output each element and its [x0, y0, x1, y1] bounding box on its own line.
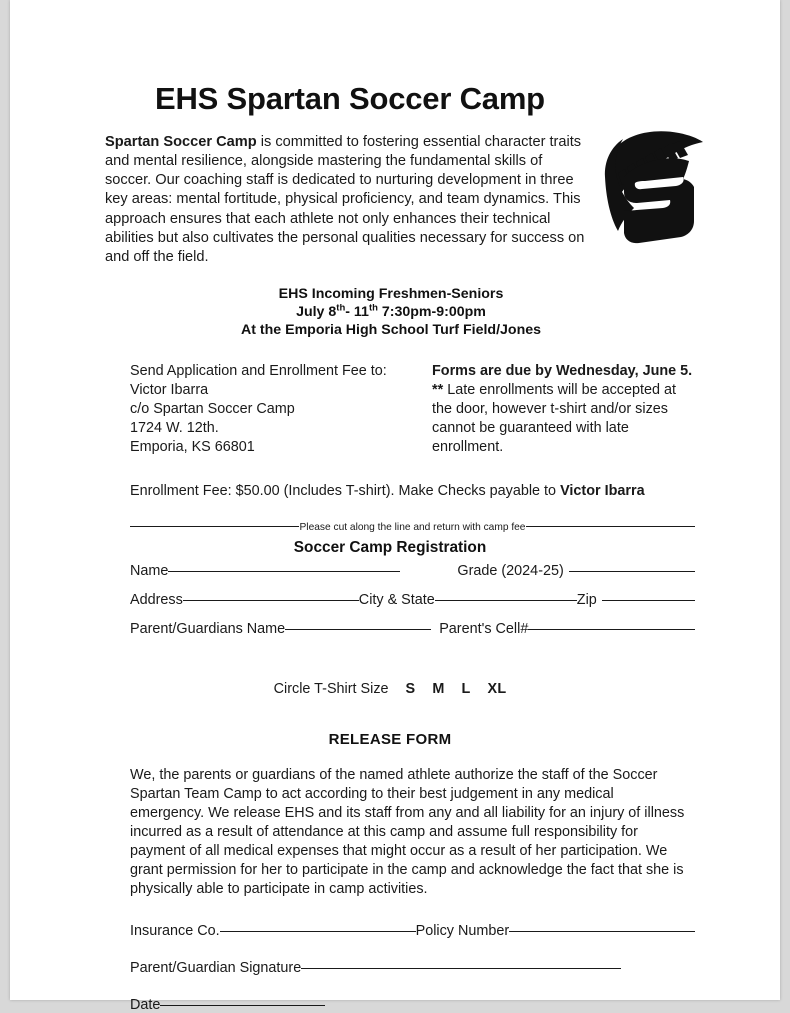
- input-insurance[interactable]: [220, 931, 416, 932]
- event-details: [105, 286, 695, 340]
- input-city-state[interactable]: [435, 600, 577, 601]
- label-city-state: City & State: [358, 592, 435, 609]
- cut-line: [105, 522, 695, 533]
- document-content: [105, 0, 695, 1013]
- label-parent-name: Parent/Guardians Name: [130, 621, 286, 638]
- registration-title: Soccer Camp Registration: [293, 539, 487, 557]
- mailing-address-block: [105, 362, 432, 458]
- label-grade: Grade (2024-25): [457, 563, 564, 580]
- deadline-asterisks: **: [432, 382, 444, 399]
- mailing-city-state-zip: Emporia, KS 66801: [130, 439, 255, 456]
- intro-paragraph: [105, 133, 587, 267]
- row-name-grade: [130, 563, 695, 579]
- input-parent-name[interactable]: [285, 629, 431, 630]
- label-signature: Parent/Guardian Signature: [130, 960, 302, 977]
- event-location: At the Emporia High School Turf Field/Jones: [240, 321, 542, 338]
- tshirt-size-row: [105, 681, 695, 697]
- label-policy-number: Policy Number: [415, 923, 510, 940]
- deadline-block: [432, 362, 695, 457]
- intro-body: is committed to fostering essential character traits and mental resilience, alongside mastering the fundamental skills of soccer. Our coaching staff is dedicated to nurturing development in three key areas: mental fortitude, physical proficiency, and team dynamics. This approach ensures that each athlete not only enhances their technical abilities but also cultivates the personal qualities necessary for success on and off the field.: [105, 134, 585, 265]
- size-option-m[interactable]: M: [432, 681, 445, 698]
- label-parent-cell: Parent's Cell#: [439, 621, 529, 638]
- label-name: Name: [130, 563, 169, 580]
- tshirt-label: Circle T-Shirt Size: [273, 681, 389, 698]
- input-policy-number[interactable]: [509, 931, 695, 932]
- label-insurance: Insurance Co.: [130, 923, 220, 940]
- row-insurance-policy: [130, 923, 695, 939]
- size-option-s[interactable]: S: [405, 681, 416, 698]
- fee-text: Enrollment Fee: $50.00 (Includes T-shirt). Make Checks payable to: [130, 483, 561, 500]
- cut-rule-left: [130, 526, 299, 527]
- row-date: [130, 997, 695, 1013]
- address-deadline-columns: [105, 362, 695, 458]
- intro-lead: Spartan Soccer Camp: [105, 134, 257, 151]
- deadline-note: Late enrollments will be accepted at the door, however t-shirt and/or sizes cannot be guaranteed with late enrollment.: [432, 382, 676, 455]
- enrollment-fee-line: [105, 483, 695, 499]
- deadline-due-date: Forms are due by Wednesday, June 5.: [432, 362, 693, 379]
- input-address[interactable]: [183, 600, 359, 601]
- tshirt-sizes: [389, 681, 507, 697]
- page-title: EHS Spartan Soccer Camp: [155, 81, 545, 116]
- cut-rule-right: [526, 526, 695, 527]
- row-signature: [130, 960, 695, 976]
- spartan-helmet-logo: [593, 125, 707, 247]
- registration-form: [105, 563, 695, 637]
- label-address: Address: [130, 592, 183, 609]
- intro-section: [105, 133, 695, 267]
- input-parent-cell[interactable]: [528, 629, 695, 630]
- input-date[interactable]: [160, 1005, 325, 1006]
- label-zip: Zip: [576, 592, 597, 609]
- input-signature[interactable]: [301, 968, 621, 969]
- event-datetime: July 8th- 11th 7:30pm-9:00pm: [296, 302, 486, 320]
- row-parent-name-cell: [130, 621, 695, 637]
- input-zip[interactable]: [602, 600, 695, 601]
- signature-form: [105, 923, 695, 1013]
- mailing-heading: Send Application and Enrollment Fee to:: [130, 362, 387, 379]
- mailing-name: Victor Ibarra: [130, 381, 209, 398]
- cut-line-label: Please cut along the line and return with camp fee: [299, 522, 526, 534]
- mailing-care-of: c/o Spartan Soccer Camp: [130, 400, 295, 417]
- mailing-street: 1724 W. 12th.: [130, 420, 219, 436]
- document-page: [10, 0, 780, 1013]
- fee-payee: Victor Ibarra: [560, 483, 645, 500]
- label-date: Date: [130, 997, 161, 1013]
- event-audience: EHS Incoming Freshmen-Seniors: [278, 285, 504, 302]
- release-form-body: We, the parents or guardians of the named athlete authorize the staff of the Soccer Spartan Team Camp to act according to their best judgement in any medical emergency. We release EHS and its staff from any and all liability for an injury of illness incurred as a result of attendance at this camp and assume full responsibility for payment of all medical expenses that might occur as a result of her participation. We grant permission for her to participate in the camp and acknowledge the fact that she is physically able to participate in camp activities.: [130, 767, 685, 898]
- size-option-xl[interactable]: XL: [487, 681, 507, 698]
- release-form-title: RELEASE FORM: [328, 731, 452, 749]
- size-option-l[interactable]: L: [461, 681, 471, 698]
- row-address-city-zip: [130, 592, 695, 608]
- input-name[interactable]: [168, 571, 400, 572]
- input-grade[interactable]: [569, 571, 695, 572]
